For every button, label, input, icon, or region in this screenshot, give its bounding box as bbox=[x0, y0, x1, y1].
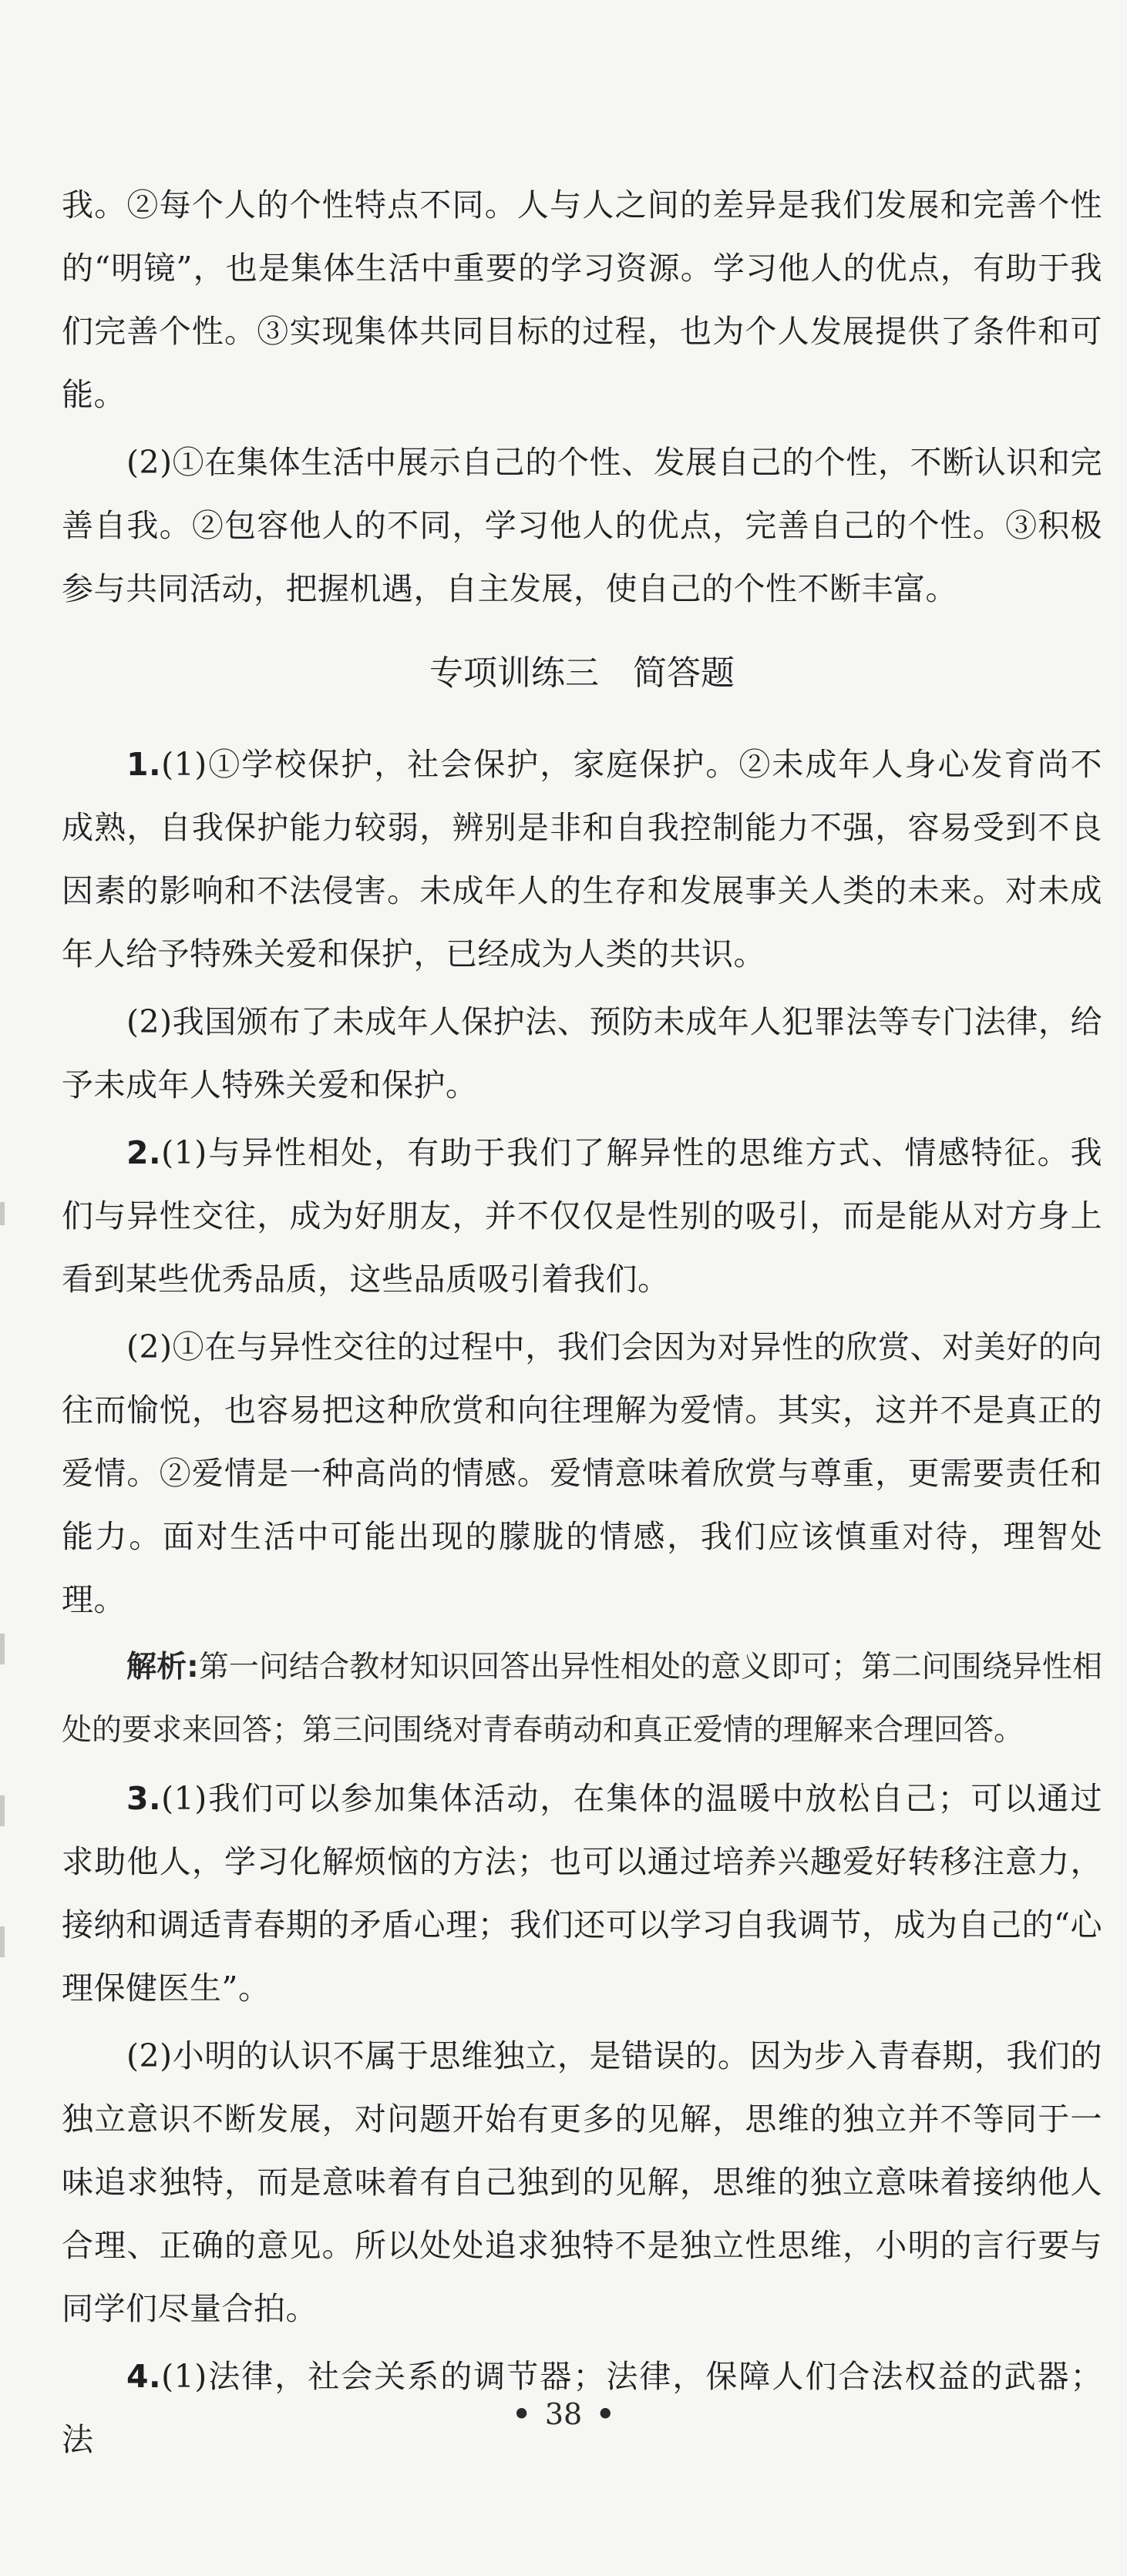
question-1-part-2: (2)我国颁布了未成年人保护法、预防未成年人犯罪法等专门法律，给予未成年人特殊关爱和保护。 bbox=[62, 1003, 1102, 1103]
question-2-part-1 bbox=[62, 1121, 1102, 1311]
question-1-part-1-text: (1)①学校保护，社会保护，家庭保护。②未成年人身心发育尚不成熟，自我保护能力较弱，辨别是非和自我控制能力不强，容易受到不良因素的影响和不法侵害。未成年人的生存和发展事关人类的未来。对未成年人给予特殊关爱和保护，已经成为人类的共识。 bbox=[62, 746, 1102, 972]
question-2-number: 2. bbox=[126, 1134, 162, 1171]
section-title bbox=[62, 631, 1102, 716]
question-3-number: 3. bbox=[126, 1780, 162, 1817]
question-4-part-1-text: (1)法律，社会关系的调节器；法律，保障人们合法权益的武器；法 bbox=[62, 2358, 1102, 2458]
question-1-part-1 bbox=[62, 733, 1102, 986]
page-number: 38 bbox=[544, 2397, 583, 2431]
page-content bbox=[62, 173, 1102, 2476]
scan-edge-mark bbox=[0, 1926, 5, 1957]
scan-edge-mark bbox=[0, 1202, 5, 1225]
question-2-part-2: (2)①在与异性交往的过程中，我们会因为对异性的欣赏、对美好的向往而愉悦，也容易把这种欣赏和向往理解为爱情。其实，这并不是真正的爱情。②爱情是一种高尚的情感。爱情意味着欣赏与尊重，更需要责任和能力。面对生活中可能出现的朦胧的情感，我们应该慎重对待，理智处理。 bbox=[62, 1328, 1102, 1618]
page-footer bbox=[0, 2396, 1127, 2431]
question-2-analysis bbox=[62, 1636, 1102, 1762]
footer-bullet-right: • bbox=[596, 2396, 615, 2431]
scan-edge-mark bbox=[0, 1634, 5, 1664]
paragraph-intro-part-2: (2)①在集体生活中展示自己的个性、发展自己的个性，不断认识和完善自我。②包容他人的不同，学习他人的优点，完善自己的个性。③积极参与共同活动，把握机遇，自主发展，使自己的个性不断丰富。 bbox=[62, 444, 1102, 607]
analysis-label: 解析: bbox=[126, 1650, 199, 1684]
question-1-number: 1. bbox=[126, 746, 162, 783]
question-3-part-1 bbox=[62, 1767, 1102, 2020]
scan-edge-mark bbox=[0, 1795, 5, 1826]
section-title-sub: 简答题 bbox=[633, 653, 735, 693]
footer-bullet-left: • bbox=[512, 2396, 531, 2431]
question-4-number: 4. bbox=[126, 2358, 162, 2395]
section-title-main: 专项训练三 bbox=[429, 653, 599, 693]
question-3-part-2: (2)小明的认识不属于思维独立，是错误的。因为步入青春期，我们的独立意识不断发展，对问题开始有更多的见解，思维的独立并不等同于一味追求独特，而是意味着有自己独到的见解，思维的独立意味着接纳他人合理、正确的意见。所以处处追求独特不是独立性思维，小明的言行要与同学们尽量合拍。 bbox=[62, 2037, 1102, 2327]
question-3-part-1-text: (1)我们可以参加集体活动，在集体的温暖中放松自己；可以通过求助他人，学习化解烦恼的方法；也可以通过培养兴趣爱好转移注意力，接纳和调适青春期的矛盾心理；我们还可以学习自我调节，成为自己的“心理保健医生”。 bbox=[62, 1780, 1102, 2007]
analysis-text: 第一问结合教材知识回答出异性相处的意义即可；第二问围绕异性相处的要求来回答；第三问围绕对青春萌动和真正爱情的理解来合理回答。 bbox=[62, 1650, 1102, 1748]
question-2-part-1-text: (1)与异性相处，有助于我们了解异性的思维方式、情感特征。我们与异性交往，成为好朋友，并不仅仅是性别的吸引，而是能从对方身上看到某些优秀品质，这些品质吸引着我们。 bbox=[62, 1134, 1102, 1298]
paragraph-intro-continued: 我。②每个人的个性特点不同。人与人之间的差异是我们发展和完善个性的“明镜”，也是集体生活中重要的学习资源。学习他人的优点，有助于我们完善个性。③实现集体共同目标的过程，也为个人发展提供了条件和可能。 bbox=[62, 186, 1102, 413]
